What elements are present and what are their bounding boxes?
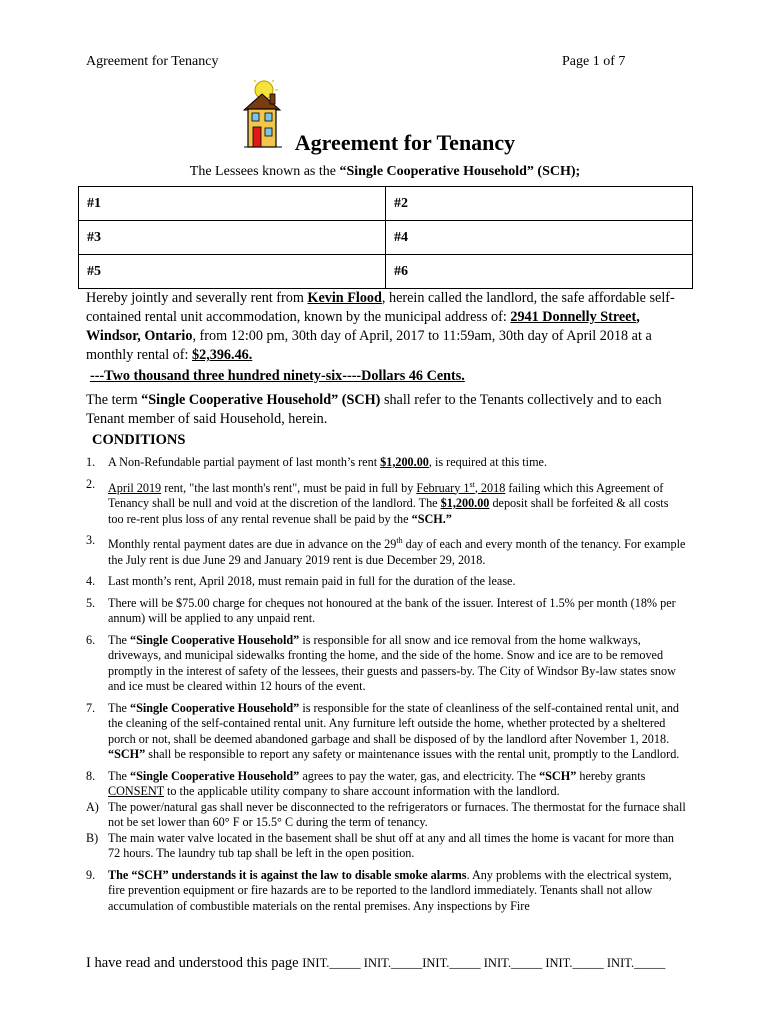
sch-definition-paragraph: The term “Single Cooperative Household” (SCH) shall refer to the Tenants collectively and to each Tenant member of said Household, herein. xyxy=(86,392,662,427)
tenant-slot[interactable]: #3 xyxy=(79,221,386,255)
tenant-slot[interactable]: #4 xyxy=(386,221,693,255)
list-item: 8. The “Single Cooperative Household” agrees to pay the water, gas, and electricity. The “SCH” hereby grants CONSENT to the applicable utility company to share account information with the landlord. xyxy=(86,768,646,799)
conditions-list xyxy=(86,455,686,920)
list-item: 5. There will be $75.00 charge for cheques not honoured at the bank of the issuer. Interest of 1.5% per month (18% per annum) will be applied to any unpaid rent. xyxy=(86,595,676,626)
conditions-heading: CONDITIONS xyxy=(92,432,186,448)
list-item: 7. The “Single Cooperative Household” is responsible for the state of cleanliness of the self-contained rental unit, and the cleaning of the self-contained rental unit. Any furniture left outside the home, whether protected by a sheltered porch or not, shall be deemed abandoned garbage and shall be disposed of by the landlord after November 1, 2018. “SCH” shall be responsible to report any safety or maintenance issues with the rental unit, promptly to the Landlord. xyxy=(86,700,680,762)
document-title: Agreement for Tenancy xyxy=(294,130,516,155)
tenant-slot[interactable]: #5 xyxy=(79,255,386,289)
list-item: 1. A Non-Refundable partial payment of last month’s rent $1,200.00, is required at this time. xyxy=(86,455,548,469)
amount-in-words: ---Two thousand three hundred ninety-six----Dollars 46 Cents. xyxy=(90,368,465,384)
table-row xyxy=(79,255,693,289)
list-item: 6. The “Single Cooperative Household” is responsible for all snow and ice removal from the home walkways, driveways, and municipal sidewalks fronting the home, and the side of the home. Snow and ice are to be removed promptly in the interest of safety of the lessees, their guests and passers-by. The City of Windsor By-law states snow and ice must be cleared within 12 hours of the event. xyxy=(86,632,676,694)
tenant-members-table xyxy=(78,186,693,289)
list-item: B) The main water valve located in the basement shall be shut off at any and all times the home is vacant for more than 72 hours. The laundry tub tap shall be left in the open position. xyxy=(86,830,674,861)
table-row xyxy=(79,187,693,221)
initials-fields[interactable]: INIT._____ INIT._____INIT._____ INIT._____ INIT._____ INIT._____ xyxy=(302,956,666,970)
list-item: 9. The “SCH” understands it is against the law to disable smoke alarms. Any problems with the electrical system, fire prevention equipment or fire hazards are to be reported to the landlord immediately. Tenants shall not allow accumulation of combustible materials on the rental premises. Any inspections by Fire xyxy=(86,867,672,913)
page-footer-initials: I have read and understood this page INIT._____ INIT._____INIT._____ INIT._____ INIT._____ INIT._____ xyxy=(86,955,666,971)
list-item: 3. Monthly rental payment dates are due in advance on the 29th day of each and every month of the tenancy. For example the July rent is due June 29 and January 2019 rent is due December 29, 2018. xyxy=(86,533,686,567)
list-item: 4. Last month’s rent, April 2018, must remain paid in full for the duration of the lease. xyxy=(86,574,516,589)
running-header-title: Agreement for Tenancy xyxy=(86,54,219,69)
list-item: A) The power/natural gas shall never be disconnected to the refrigerators or furnaces. The thermostat for the furnace shall not be set lower than 60° F or 15.5° C during the term of tenancy. xyxy=(86,799,686,830)
tenant-slot[interactable]: #1 xyxy=(79,187,386,221)
rental-terms-paragraph: Hereby jointly and severally rent from Kevin Flood, herein called the landlord, the safe affordable self-contained rental unit accommodation, known by the municipal address of: 2941 Donnelly Street, Windsor, Ontario, from 12:00 pm, 30th day of April, 2017 to 11:59am, 30th day of April 2018 at a monthly rental of: $2,396.46. xyxy=(86,290,675,363)
page-number: Page 1 of 7 xyxy=(562,54,626,69)
table-row xyxy=(79,221,693,255)
lessees-subtitle: The Lessees known as the “Single Cooperative Household” (SCH); xyxy=(189,164,581,179)
tenant-slot[interactable]: #2 xyxy=(386,187,693,221)
list-item: 2. April 2019 rent, "the last month's rent", must be paid in full by February 1st, 2018 failing which this Agreement of Tenancy shall be null and void at the discretion of the landlord. The $1,200.00 deposit shall be forfeited & all costs too re-rent plus loss of any rental revenue shall be paid by the “SCH.” xyxy=(86,476,669,526)
tenant-slot[interactable]: #6 xyxy=(386,255,693,289)
